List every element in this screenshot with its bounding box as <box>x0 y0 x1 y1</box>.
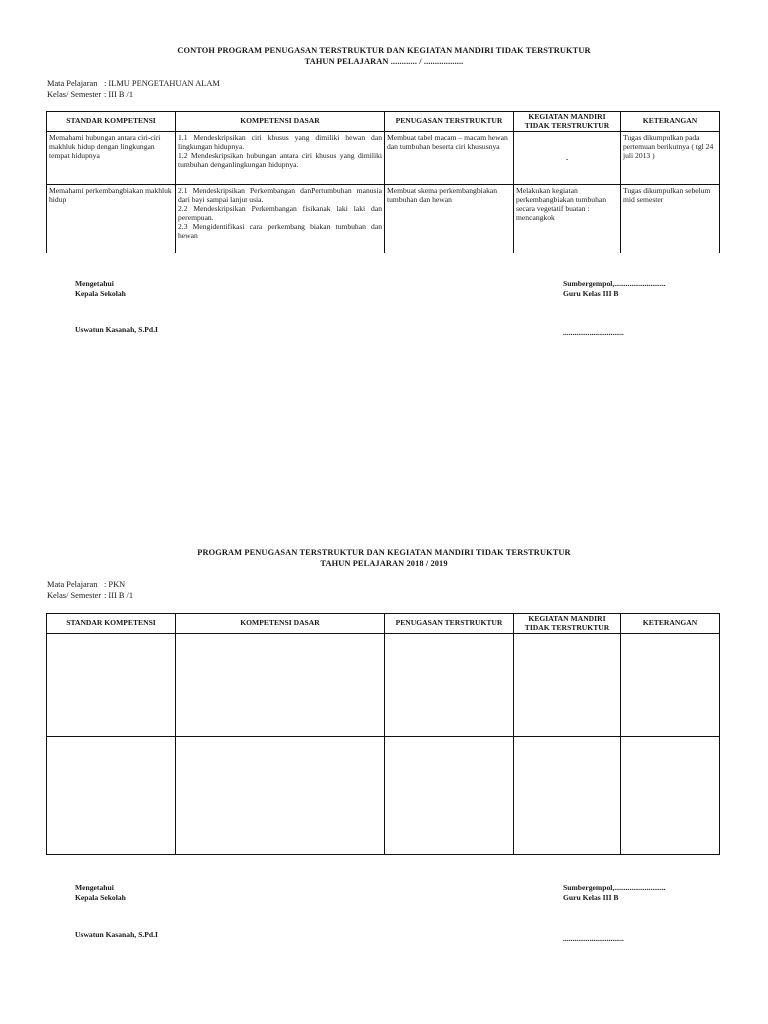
cell-pt[interactable] <box>385 634 514 737</box>
signature-right <box>563 279 666 299</box>
header-standar-kompetensi: STANDAR KOMPETENSI <box>47 614 176 634</box>
cell-ket: Tugas dikumpulkan sebelum mid semester <box>621 185 720 253</box>
kd-item: 2.3 Mengidentifikasi cara perkembang biakan tumbuhan dan hewan <box>178 222 382 240</box>
class-value: : III B /1 <box>104 89 134 99</box>
cell-sk: Memahami perkembangbiakan makhluk hidup <box>47 185 176 253</box>
sign-right-place: Sumbergempol,........................... <box>563 883 666 892</box>
table-header-row <box>47 112 720 132</box>
header-kompetensi-dasar: KOMPETENSI DASAR <box>176 112 385 132</box>
kd-item: 1.1 Mendeskripsikan ciri khusus yang dimiliki hewan dan lingkungan hidupnya. <box>178 133 382 151</box>
doc-meta <box>47 580 133 601</box>
sign-left-name: Uswatun Kasanah, S.Pd.I <box>75 930 158 939</box>
doc-meta <box>47 79 220 100</box>
doc-title-line2: TAHUN PELAJARAN 2018 / 2019 <box>320 559 448 568</box>
subject-value: : ILMU PENGETAHUAN ALAM <box>104 79 220 88</box>
table-row <box>47 132 720 185</box>
signature-left <box>75 279 126 299</box>
cell-km: - <box>514 132 621 185</box>
cell-pt: Membuat tabel macam – macam hewan dan tumbuhan beserta ciri khususnya <box>385 132 514 185</box>
assignment-table <box>46 111 720 253</box>
subject-label: Mata Pelajaran <box>47 79 98 88</box>
cell-kd[interactable] <box>176 737 385 855</box>
doc-title-line2: TAHUN PELAJARAN ............ / .................. <box>304 57 464 66</box>
table-row <box>47 634 720 737</box>
table-row <box>47 737 720 855</box>
cell-pt[interactable] <box>385 737 514 855</box>
kd-item: 1.2 Mendeskripsikan hubungan antara ciri khusus yang dimiliki tumbuhan denganlingkungan hidupnya. <box>178 151 382 169</box>
table-header-row <box>47 614 720 634</box>
header-penugasan-terstruktur: PENUGASAN TERSTRUKTUR <box>385 112 514 132</box>
sign-right-name: ................................ <box>563 934 624 943</box>
cell-km[interactable] <box>514 634 621 737</box>
kd-item: 2.2 Mendeskripsikan Perkembangan fisikanak laki laki dan perempuan. <box>178 204 382 222</box>
sign-left-role: Kepala Sekolah <box>75 289 126 298</box>
subject-value: : PKN <box>104 580 126 589</box>
assignment-table-blank <box>46 613 720 855</box>
cell-ket[interactable] <box>621 634 720 737</box>
class-label: Kelas/ Semester <box>47 89 102 99</box>
cell-kd <box>176 185 385 253</box>
table-row <box>47 185 720 253</box>
cell-ket: Tugas dikumpulkan pada pertemuan berikutnya ( tgl 24 juli 2013 ) <box>621 132 720 185</box>
sign-left-name: Uswatun Kasanah, S.Pd.I <box>75 325 158 334</box>
cell-kd <box>176 132 385 185</box>
kd-item: 2.1 Mendeskripsikan Perkembangan danPertumbuhan manusia dari bayi sampai lanjut usia. <box>178 186 382 204</box>
header-kompetensi-dasar: KOMPETENSI DASAR <box>176 614 385 634</box>
cell-ket[interactable] <box>621 737 720 855</box>
cell-km[interactable] <box>514 737 621 855</box>
signature-left <box>75 883 126 903</box>
cell-kd[interactable] <box>176 634 385 737</box>
sign-right-place: Sumbergempol,........................... <box>563 279 666 288</box>
sign-right-name: ................................ <box>563 328 624 337</box>
cell-sk[interactable] <box>47 737 176 855</box>
doc-title <box>0 45 768 67</box>
cell-sk: Memahami hubungan antara ciri-ciri makhluk hidup dengan lingkungan tempat hidupnya <box>47 132 176 185</box>
header-kegiatan-mandiri: KEGIATAN MANDIRI TIDAK TERSTRUKTUR <box>514 614 621 634</box>
header-keterangan: KETERANGAN <box>621 112 720 132</box>
doc-title <box>0 547 768 569</box>
signature-right <box>563 883 666 903</box>
subject-label: Mata Pelajaran <box>47 580 98 589</box>
sign-right-role: Guru Kelas III B <box>563 893 619 902</box>
cell-pt: Membuat skema perkembangbiakan tumbuhan dan hewan <box>385 185 514 253</box>
sign-left-label: Mengetahui <box>75 883 114 892</box>
class-value: : III B /1 <box>104 590 134 600</box>
sign-right-role: Guru Kelas III B <box>563 289 619 298</box>
cell-sk[interactable] <box>47 634 176 737</box>
header-penugasan-terstruktur: PENUGASAN TERSTRUKTUR <box>385 614 514 634</box>
cell-km: Melakukan kegiatan perkembangbiakan tumbuhan secara vegetatif buatan : mencangkok <box>514 185 621 253</box>
sign-left-role: Kepala Sekolah <box>75 893 126 902</box>
doc-title-line1: CONTOH PROGRAM PENUGASAN TERSTRUKTUR DAN KEGIATAN MANDIRI TIDAK TERSTRUKTUR <box>177 46 591 55</box>
header-standar-kompetensi: STANDAR KOMPETENSI <box>47 112 176 132</box>
header-keterangan: KETERANGAN <box>621 614 720 634</box>
header-kegiatan-mandiri: KEGIATAN MANDIRI TIDAK TERSTRUKTUR <box>514 112 621 132</box>
sign-left-label: Mengetahui <box>75 279 114 288</box>
doc-title-line1: PROGRAM PENUGASAN TERSTRUKTUR DAN KEGIATAN MANDIRI TIDAK TERSTRUKTUR <box>197 548 571 557</box>
class-label: Kelas/ Semester <box>47 590 102 600</box>
